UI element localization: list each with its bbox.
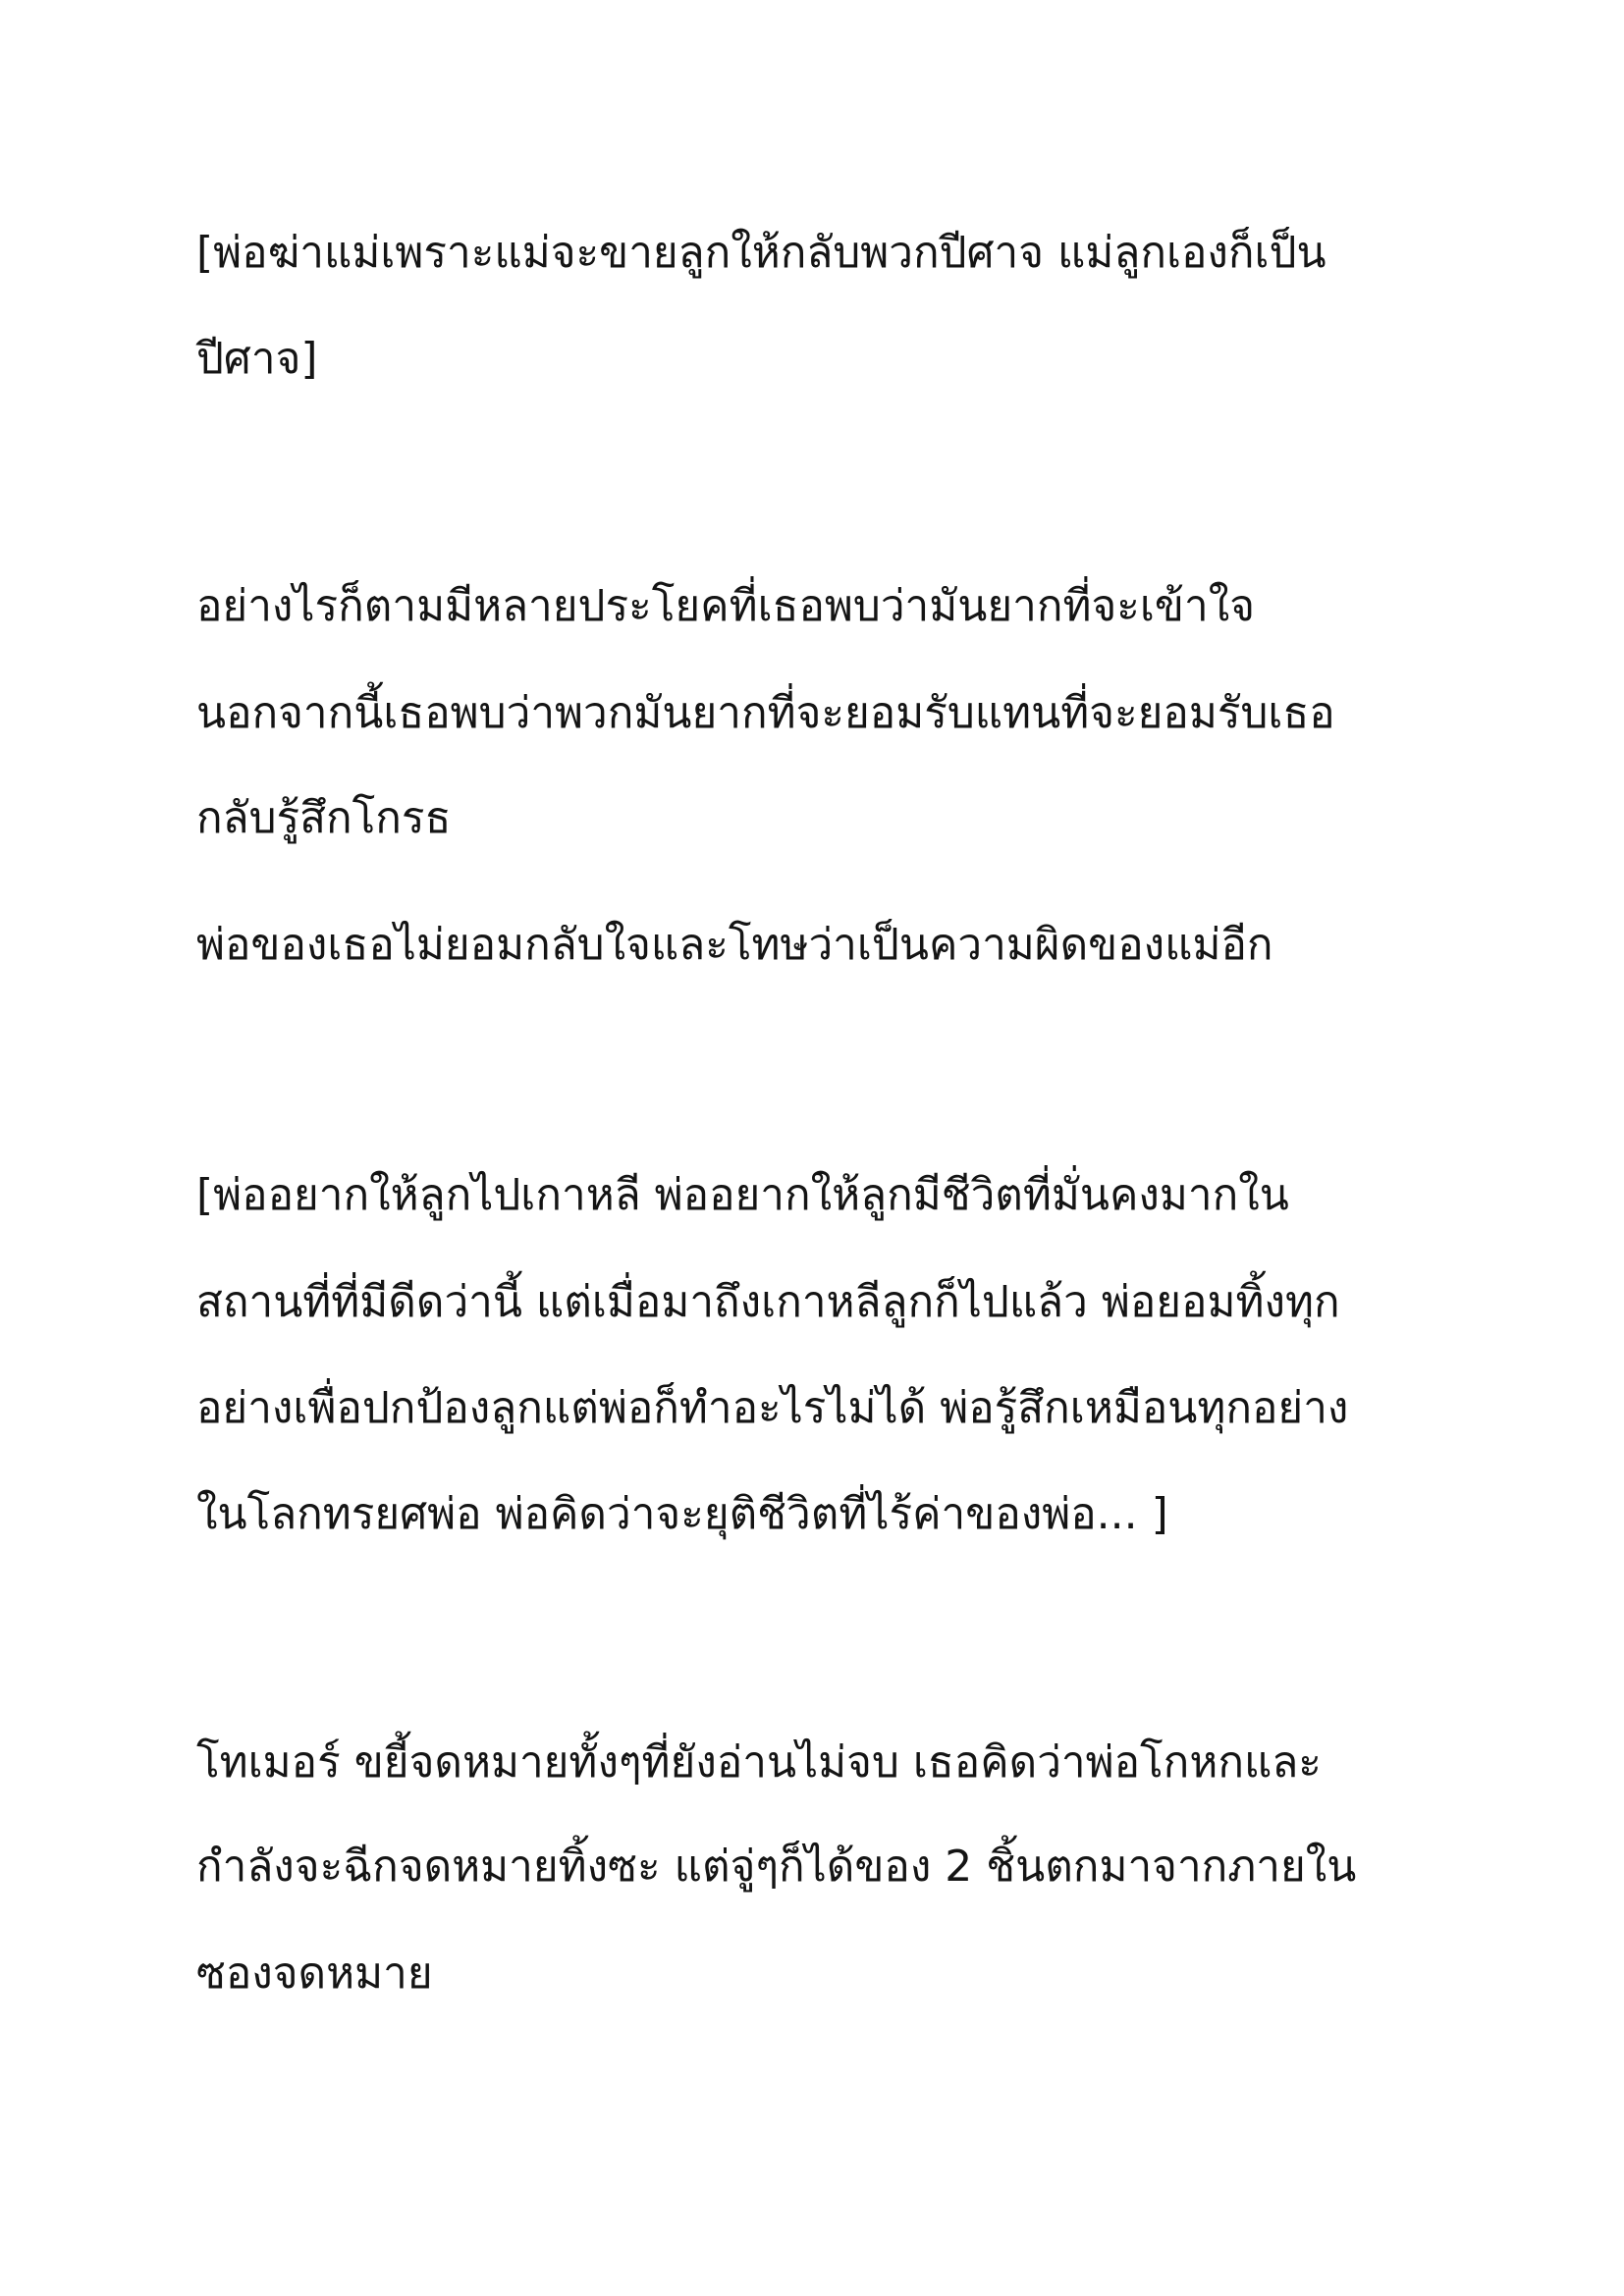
text-line: ปีศาจ]: [196, 334, 318, 384]
text-line: กำลังจะฉีกจดหมายทิ้งซะ แต่จู่ๆก็ได้ของ 2 ชิ้นตกมาจากภายใน: [196, 1842, 1357, 1892]
text-line: กลับรู้สึกโกรธ: [196, 793, 452, 843]
text-line: ในโลกทรยศพ่อ พ่อคิดว่าจะยุติชีวิตที่ไร้ค่าของพ่อ... ]: [196, 1489, 1168, 1539]
text-line: อย่างไรก็ตามมีหลายประโยคที่เธอพบว่ามันยากที่จะเข้าใจ: [196, 581, 1255, 631]
text-line: นอกจากนี้เธอพบว่าพวกมันยากที่จะยอมรับแทนที่จะยอมรับเธอ: [196, 688, 1335, 738]
text-line: พ่อของเธอไม่ยอมกลับใจและโทษว่าเป็นความผิดของแม่อีก: [196, 920, 1273, 970]
text-line: [พ่ออยากให้ลูกไปเกาหลี พ่ออยากให้ลูกมีชีวิตที่มั่นคงมากใน: [196, 1170, 1289, 1220]
text-line: ซองจดหมาย: [196, 1949, 433, 1999]
text-line: อย่างเพื่อปกป้องลูกแต่พ่อก็ทำอะไรไม่ได้ พ่อรู้สึกเหมือนทุกอย่าง: [196, 1383, 1349, 1433]
text-line: [พ่อฆ่าแม่เพราะแม่จะขายลูกให้กลับพวกปีศาจ แม่ลูกเองก็เป็น: [196, 228, 1326, 278]
text-line: สถานที่ที่มีดีดว่านี้ แต่เมื่อมาถึงเกาหลีลูกก็ไปแล้ว พ่อยอมทิ้งทุก: [196, 1277, 1340, 1327]
text-line: โทเมอร์ ขยี้จดหมายทั้งๆที่ยังอ่านไม่จบ เธอคิดว่าพ่อโกหกและ: [196, 1737, 1322, 1788]
